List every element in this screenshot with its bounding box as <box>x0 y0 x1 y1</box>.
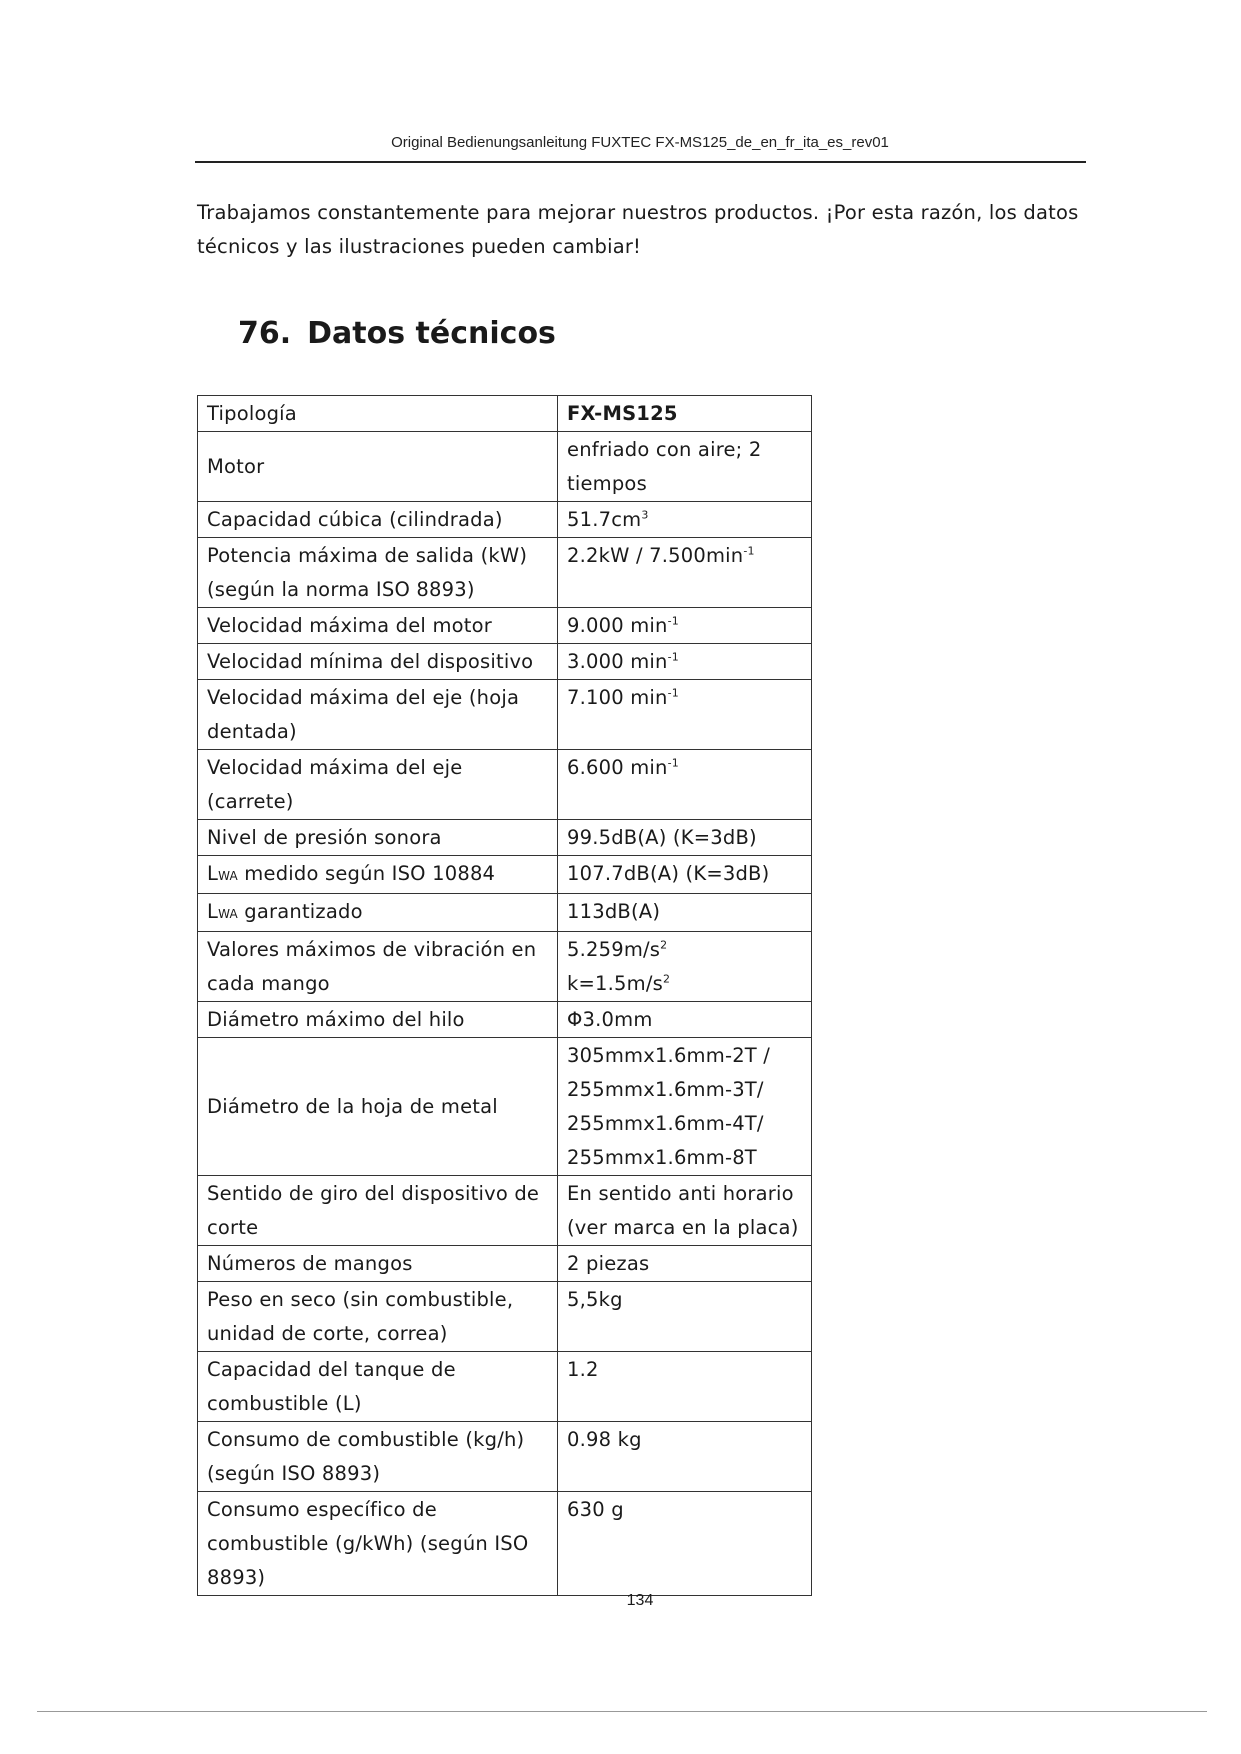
table-row <box>198 432 812 502</box>
spec-value: 630 g <box>558 1492 812 1596</box>
spec-value-superscript: -1 <box>667 686 679 700</box>
technical-data-table <box>197 395 812 1596</box>
section-heading <box>238 316 556 351</box>
spec-value: 99.5dB(A) (K=3dB) <box>558 820 812 856</box>
spec-value <box>558 608 812 644</box>
spec-label: Consumo de combustible (kg/h) (según ISO 8893) <box>198 1422 558 1492</box>
page-header: Original Bedienungsanleitung FUXTEC FX-MS125_de_en_fr_ita_es_rev01 <box>391 134 889 151</box>
spec-value: 107.7dB(A) (K=3dB) <box>558 856 812 894</box>
spec-label: Capacidad cúbica (cilindrada) <box>198 502 558 538</box>
spec-value-text: 2.2kW / 7.500min <box>567 544 744 567</box>
spec-value: FX-MS125 <box>558 396 812 432</box>
table-row <box>198 608 812 644</box>
spec-value: 5,5kg <box>558 1282 812 1352</box>
spec-value: 1.2 <box>558 1352 812 1422</box>
spec-label-rest: garantizado <box>237 900 363 923</box>
table-row <box>198 396 812 432</box>
footer-divider <box>37 1711 1207 1712</box>
spec-label: Consumo específico de combustible (g/kWh) (según ISO 8893) <box>198 1492 558 1596</box>
table-row <box>198 1492 812 1596</box>
spec-label: Velocidad mínima del dispositivo <box>198 644 558 680</box>
spec-label: Diámetro de la hoja de metal <box>198 1038 558 1176</box>
spec-label: Valores máximos de vibración en cada mango <box>198 932 558 1002</box>
spec-value: Φ3.0mm <box>558 1002 812 1038</box>
spec-label-subscript: WA <box>218 907 238 921</box>
spec-value-superscript: 2 <box>662 972 671 986</box>
table-row <box>198 1246 812 1282</box>
header-divider <box>195 161 1086 163</box>
spec-value <box>558 932 812 1002</box>
table-row <box>198 1352 812 1422</box>
spec-label: Potencia máxima de salida (kW) (según la norma ISO 8893) <box>198 538 558 608</box>
spec-value-superscript: -1 <box>667 614 679 628</box>
spec-label <box>198 894 558 932</box>
spec-value <box>558 644 812 680</box>
spec-value <box>558 502 812 538</box>
spec-value-line <box>567 933 802 967</box>
spec-value-text: 9.000 min <box>567 614 668 637</box>
table-row <box>198 538 812 608</box>
spec-label: Motor <box>198 432 558 502</box>
spec-label-main: L <box>207 900 219 923</box>
spec-label: Nivel de presión sonora <box>198 820 558 856</box>
table-row <box>198 1002 812 1038</box>
spec-value-text: 3.000 min <box>567 650 668 673</box>
table-row <box>198 856 812 894</box>
intro-line-1: Trabajamos constantemente para mejorar nuestros productos. ¡Por esta razón, los datos <box>197 201 1079 224</box>
section-title: Datos técnicos <box>307 316 556 351</box>
spec-label: Peso en seco (sin combustible, unidad de corte, correa) <box>198 1282 558 1352</box>
page-number: 134 <box>626 1592 654 1609</box>
spec-value-line <box>567 967 802 1001</box>
table-row <box>198 1422 812 1492</box>
spec-label: Diámetro máximo del hilo <box>198 1002 558 1038</box>
table-row <box>198 750 812 820</box>
spec-label-subscript: WA <box>218 869 238 883</box>
spec-value: 0.98 kg <box>558 1422 812 1492</box>
table-row <box>198 1282 812 1352</box>
intro-paragraph <box>197 196 1097 264</box>
spec-value-superscript: -1 <box>667 650 679 664</box>
spec-value-superscript: -1 <box>743 544 755 558</box>
spec-value: 2 piezas <box>558 1246 812 1282</box>
table-row <box>198 502 812 538</box>
table-row <box>198 932 812 1002</box>
spec-value-text: 6.600 min <box>567 756 668 779</box>
spec-value-line: 255mmx1.6mm-8T <box>567 1146 757 1169</box>
table-row <box>198 1176 812 1246</box>
spec-value <box>558 1038 812 1176</box>
spec-label-rest: medido según ISO 10884 <box>237 862 496 885</box>
spec-label: Capacidad del tanque de combustible (L) <box>198 1352 558 1422</box>
section-number: 76. <box>238 316 292 351</box>
table-row <box>198 680 812 750</box>
spec-value-line: 305mmx1.6mm-2T / <box>567 1044 771 1067</box>
spec-value <box>558 538 812 608</box>
spec-value-superscript: 3 <box>641 508 649 522</box>
spec-value-text: 51.7cm <box>567 508 642 531</box>
spec-value-superscript: -1 <box>667 756 679 770</box>
spec-label <box>198 856 558 894</box>
spec-label: Números de mangos <box>198 1246 558 1282</box>
spec-value <box>558 750 812 820</box>
spec-value: 113dB(A) <box>558 894 812 932</box>
spec-value-text: k=1.5m/s <box>567 972 663 995</box>
spec-label: Velocidad máxima del eje (carrete) <box>198 750 558 820</box>
table-row <box>198 894 812 932</box>
spec-label-main: L <box>207 862 219 885</box>
table-row <box>198 644 812 680</box>
table-row <box>198 820 812 856</box>
spec-value: En sentido anti horario (ver marca en la placa) <box>558 1176 812 1246</box>
intro-line-2: técnicos y las ilustraciones pueden cambiar! <box>197 235 642 258</box>
spec-value <box>558 680 812 750</box>
spec-label: Velocidad máxima del eje (hoja dentada) <box>198 680 558 750</box>
spec-label: Sentido de giro del dispositivo de corte <box>198 1176 558 1246</box>
spec-value-superscript: 2 <box>660 938 668 952</box>
spec-value: enfriado con aire; 2 tiempos <box>558 432 812 502</box>
spec-value-line: 255mmx1.6mm-3T/ <box>567 1078 764 1101</box>
spec-value-line: 255mmx1.6mm-4T/ <box>567 1112 764 1135</box>
spec-label: Velocidad máxima del motor <box>198 608 558 644</box>
spec-value-text: 5.259m/s <box>567 938 661 961</box>
spec-label: Tipología <box>198 396 558 432</box>
spec-value-text: 7.100 min <box>567 686 668 709</box>
table-row <box>198 1038 812 1176</box>
